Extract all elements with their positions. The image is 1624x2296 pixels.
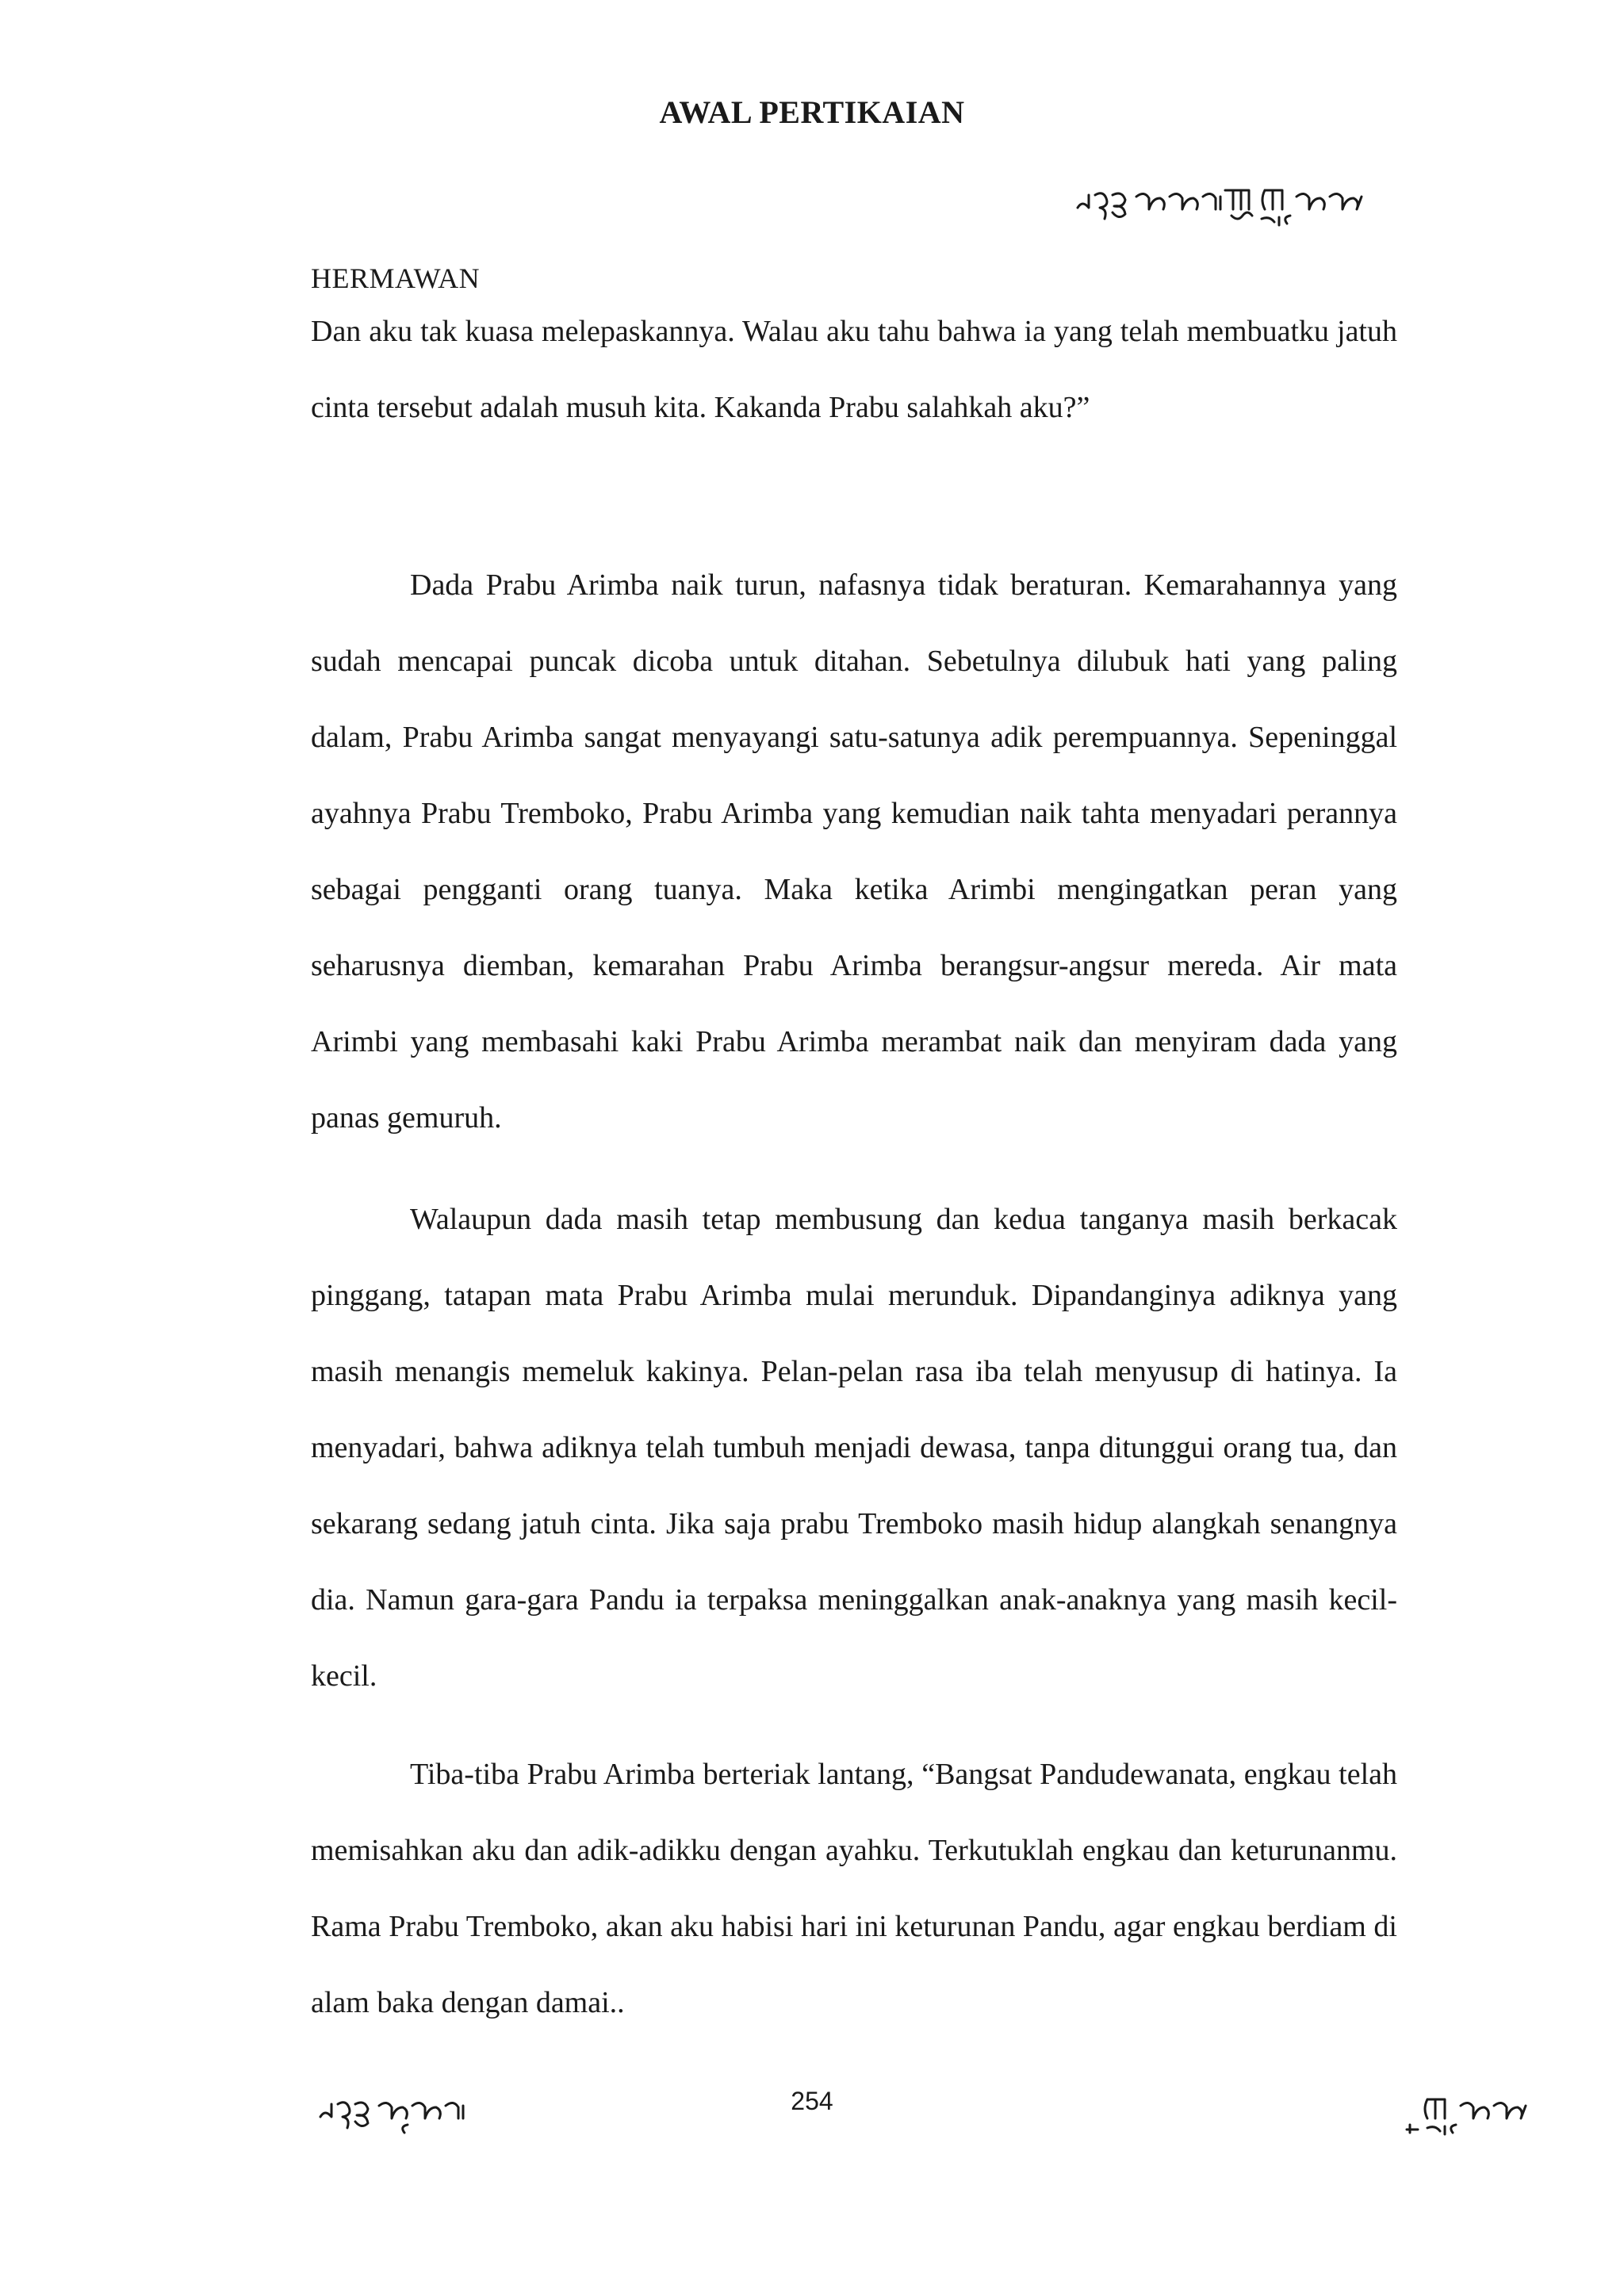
page-number: 254 <box>791 2087 833 2115</box>
speaker-name: HERMAWAN <box>311 262 481 294</box>
javanese-script-footer-left-ornament <box>317 2093 488 2139</box>
page-title: AWAL PERTIKAIAN <box>659 94 965 130</box>
javanese-script-header-ornament <box>1074 184 1408 230</box>
paragraph-2: Dada Prabu Arimba naik turun, nafasnya tidak beraturan. Kemarahannya yang sudah mencapai puncak dicoba untuk ditahan. Sebetulnya dilubuk hati yang paling dalam, Prabu Arimba sangat menyayangi satu-satunya adik perempuannya. Sepeninggal ayahnya Prabu Tremboko, Prabu Arimba yang kemudian naik tahta menyadari perannya sebagai pengganti orang tuanya. Maka ketika Arimbi mengingatkan peran yang seharusnya diemban, kemarahan Prabu Arimba berangsur-angsur mereda. Air mata Arimbi yang membasahi kaki Prabu Arimba merambat naik dan menyiram dada yang panas gemuruh. <box>311 568 1397 1135</box>
paragraph-4: Tiba-tiba Prabu Arimba berteriak lantang, “Bangsat Pandudewanata, engkau telah memisahkan aku dan adik-adikku dengan ayahku. Terkutuklah engkau dan keturunanmu. Rama Prabu Tremboko, akan aku habisi hari ini keturunan Pandu, agar engkau berdiam di alam baka dengan damai.. <box>311 1758 1397 2019</box>
javanese-script-footer-right-ornament <box>1404 2093 1558 2139</box>
paragraph-3: Walaupun dada masih tetap membusung dan kedua tanganya masih berkacak pinggang, tatapan mata Prabu Arimba mulai merunduk. Dipandanginya adiknya yang masih menangis memeluk kakinya. Pelan-pelan rasa iba telah menyusup di hatinya. Ia menyadari, bahwa adiknya telah tumbuh menjadi dewasa, tanpa ditunggui orang tua, dan sekarang sedang jatuh cinta. Jika saja prabu Tremboko masih hidup alangkah senangnya dia. Namun gara-gara Pandu ia terpaksa meninggalkan anak-anaknya yang masih kecil-kecil. <box>311 1203 1397 1693</box>
paragraph-1: Dan aku tak kuasa melepaskannya. Walau aku tahu bahwa ia yang telah membuatku jatuh cinta tersebut adalah musuh kita. Kakanda Prabu salahkah aku?” <box>311 315 1397 424</box>
